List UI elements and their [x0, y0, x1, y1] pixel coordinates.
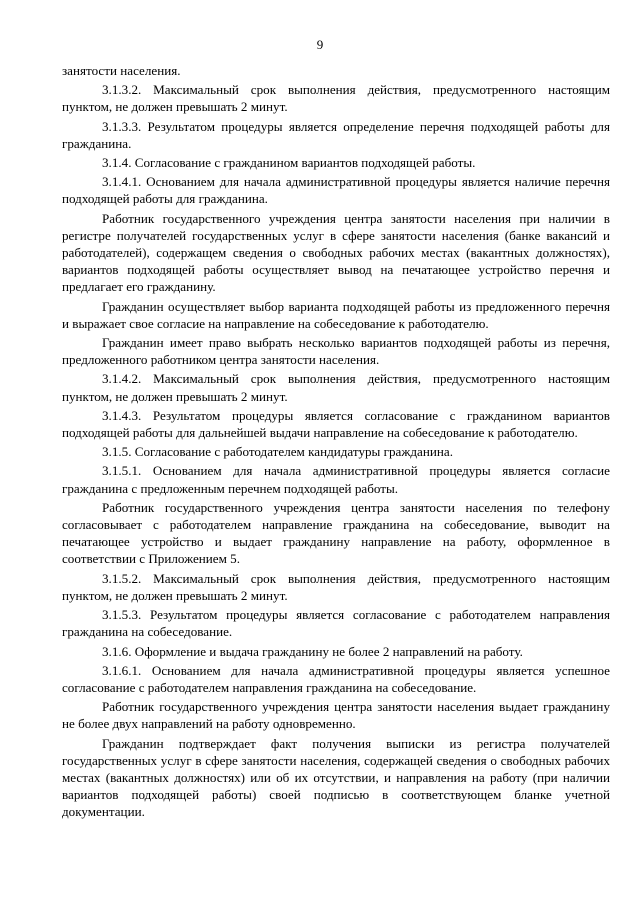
paragraph-3-1-5-3: 3.1.5.3. Результатом процедуры является согласование с работодателем направления гражданина на собеседование.	[62, 607, 610, 640]
paragraph-3-1-5-2: 3.1.5.2. Максимальный срок выполнения действия, предусмотренного настоящим пунктом, не должен превышать 2 минут.	[62, 570, 610, 603]
paragraph-worker-issues: Работник государственного учреждения центра занятости населения выдает гражданину не более двух направлений на работу одновременно.	[62, 699, 610, 732]
paragraph-3-1-4: 3.1.4. Согласование с гражданином вариантов подходящей работы.	[102, 155, 476, 171]
paragraph-citizen-choice: Гражданин осуществляет выбор варианта подходящей работы из предложенного перечня и выражает свое согласие на направление на собеседование к работодателю.	[62, 298, 610, 331]
paragraph-3-1-3-3: 3.1.3.3. Результатом процедуры является определение перечня подходящей работы для гражданина.	[62, 118, 610, 151]
paragraph-3-1-4-3: 3.1.4.3. Результатом процедуры является согласование с гражданином вариантов подходящей работы для дальнейшей выдачи направление на собеседование к работодателю.	[62, 407, 610, 441]
paragraph-3-1-4-2: 3.1.4.2. Максимальный срок выполнения действия, предусмотренного настоящим пунктом, не должен превышать 2 минут.	[62, 371, 610, 404]
paragraph-citizen-right: Гражданин имеет право выбрать несколько вариантов подходящей работы из перечня, предложенного работником центра занятости населения.	[62, 335, 610, 368]
paragraph-worker-output: Работник государственного учреждения центра занятости населения при наличии в регистре получателей государственных услуг в сфере занятости населения (банке вакансий и работодателей), содержащем сведения о свободных рабочих местах (вакантных должностях), вариантов подходящей работы осуществляет вывод на печатающее устройство перечня и предлагает его гражданину.	[62, 210, 610, 295]
paragraph-citizen-confirms: Гражданин подтверждает факт получения выписки из регистра получателей государственных услуг в сфере занятости населения, содержащей сведения о свободных рабочих местах (вакантных должностях) или об их отсутствии, и направления на работу (при наличии вариантов подходящей работы) своей подписью в соответствующем бланке учетной документации.	[62, 735, 610, 820]
paragraph-3-1-5-1: 3.1.5.1. Основанием для начала административной процедуры является согласие гражданина с предложенным перечнем подходящей работы.	[62, 463, 610, 496]
paragraph-3-1-6: 3.1.6. Оформление и выдача гражданину не более 2 направлений на работу.	[102, 643, 523, 659]
paragraph-worker-phone: Работник государственного учреждения центра занятости населения по телефону согласовывает с работодателем направление гражданина на собеседование, выводит на печатающее устройство и выдает гражданину направление на работу, оформленное в соответствии с Приложением 5.	[62, 499, 610, 567]
paragraph-3-1-6-1: 3.1.6.1. Основанием для начала административной процедуры является успешное согласование с работодателем направления гражданина на собеседование.	[62, 662, 610, 695]
paragraph-3-1-3-2: 3.1.3.2. Максимальный срок выполнения действия, предусмотренного настоящим пунктом, не должен превышать 2 минут.	[62, 82, 610, 115]
paragraph-3-1-5: 3.1.5. Согласование с работодателем кандидатуры гражданина.	[102, 444, 453, 460]
paragraph-continuation: занятости населения.	[62, 63, 181, 78]
document-body	[62, 62, 610, 823]
page-number: 9	[316, 37, 324, 52]
paragraph-3-1-4-1: 3.1.4.1. Основанием для начала административной процедуры является наличие перечня подходящей работы для гражданина.	[62, 174, 610, 207]
